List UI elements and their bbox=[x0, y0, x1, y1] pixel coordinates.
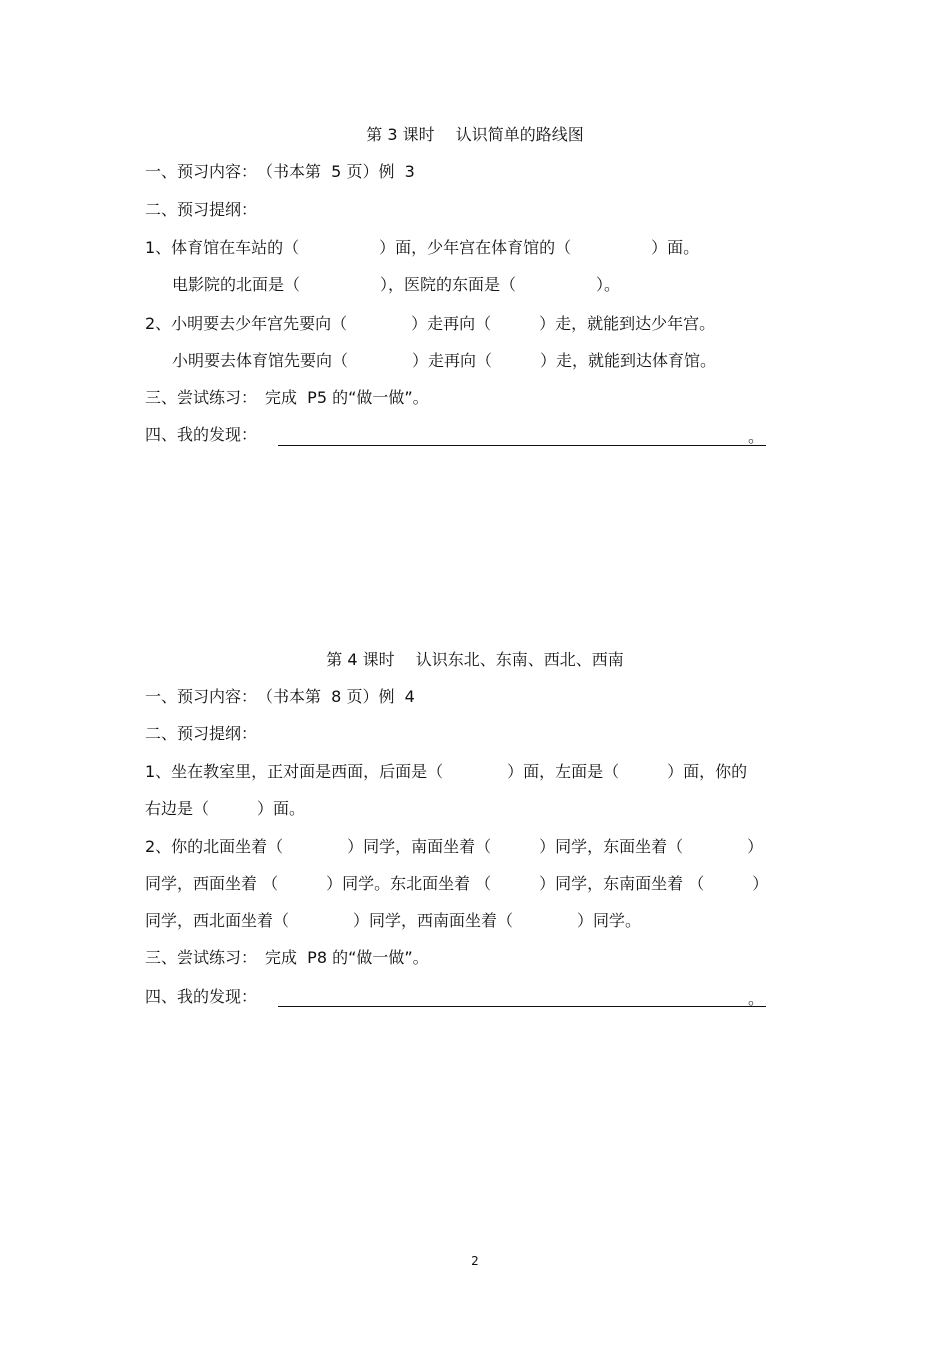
lesson4-practice: 三、尝试练习： 完成 P8 的“做一做”。 bbox=[145, 948, 429, 967]
lesson3-q2-line2: 小明要去体育馆先要向（ ）走再向（ ）走，就能到达体育馆。 bbox=[172, 351, 717, 370]
lesson3-q1-line2: 电影院的北面是（ ），医院的东面是（ ）。 bbox=[172, 275, 621, 294]
lesson4-title: 第 4 课时 认识东北、东南、西北、西南 bbox=[326, 650, 624, 669]
lesson4-discovery-end: 。 bbox=[748, 989, 765, 1008]
lesson4-q2-line1: 2、你的北面坐着（ ）同学，南面坐着（ ）同学，东面坐着（ ） bbox=[145, 837, 764, 856]
lesson3-q2-line1: 2、小明要去少年宫先要向（ ）走再向（ ）走，就能到达少年宫。 bbox=[145, 314, 716, 333]
lesson3-title: 第 3 课时 认识简单的路线图 bbox=[366, 125, 584, 144]
lesson3-outline-heading: 二、预习提纲： bbox=[145, 200, 258, 219]
lesson3-discovery-end: 。 bbox=[748, 427, 765, 446]
lesson4-discovery-label: 四、我的发现： bbox=[145, 987, 258, 1006]
lesson4-q1-line2: 右边是（ ）面。 bbox=[145, 799, 306, 818]
lesson4-discovery-blank[interactable] bbox=[278, 1006, 766, 1007]
lesson4-q1-line1: 1、坐在教室里，正对面是西面，后面是（ ）面，左面是（ ）面，你的 bbox=[145, 762, 748, 781]
lesson4-outline-heading: 二、预习提纲： bbox=[145, 724, 258, 743]
lesson4-q2-line2: 同学，西面坐着 （ ）同学。东北面坐着 （ ）同学，东南面坐着 （ ） bbox=[145, 874, 769, 893]
lesson3-discovery-blank[interactable] bbox=[278, 445, 766, 446]
page-number: 2 bbox=[471, 1254, 479, 1268]
lesson3-practice: 三、尝试练习： 完成 P5 的“做一做”。 bbox=[145, 388, 429, 407]
lesson4-preview: 一、预习内容： （书本第 8 页）例 4 bbox=[145, 687, 415, 706]
lesson3-q1-line1: 1、体育馆在车站的（ ）面，少年宫在体育馆的（ ）面。 bbox=[145, 238, 700, 257]
lesson4-q2-line3: 同学，西北面坐着（ ）同学，西南面坐着（ ）同学。 bbox=[145, 911, 642, 930]
lesson3-preview: 一、预习内容： （书本第 5 页）例 3 bbox=[145, 162, 415, 181]
lesson3-discovery-label: 四、我的发现： bbox=[145, 425, 258, 444]
